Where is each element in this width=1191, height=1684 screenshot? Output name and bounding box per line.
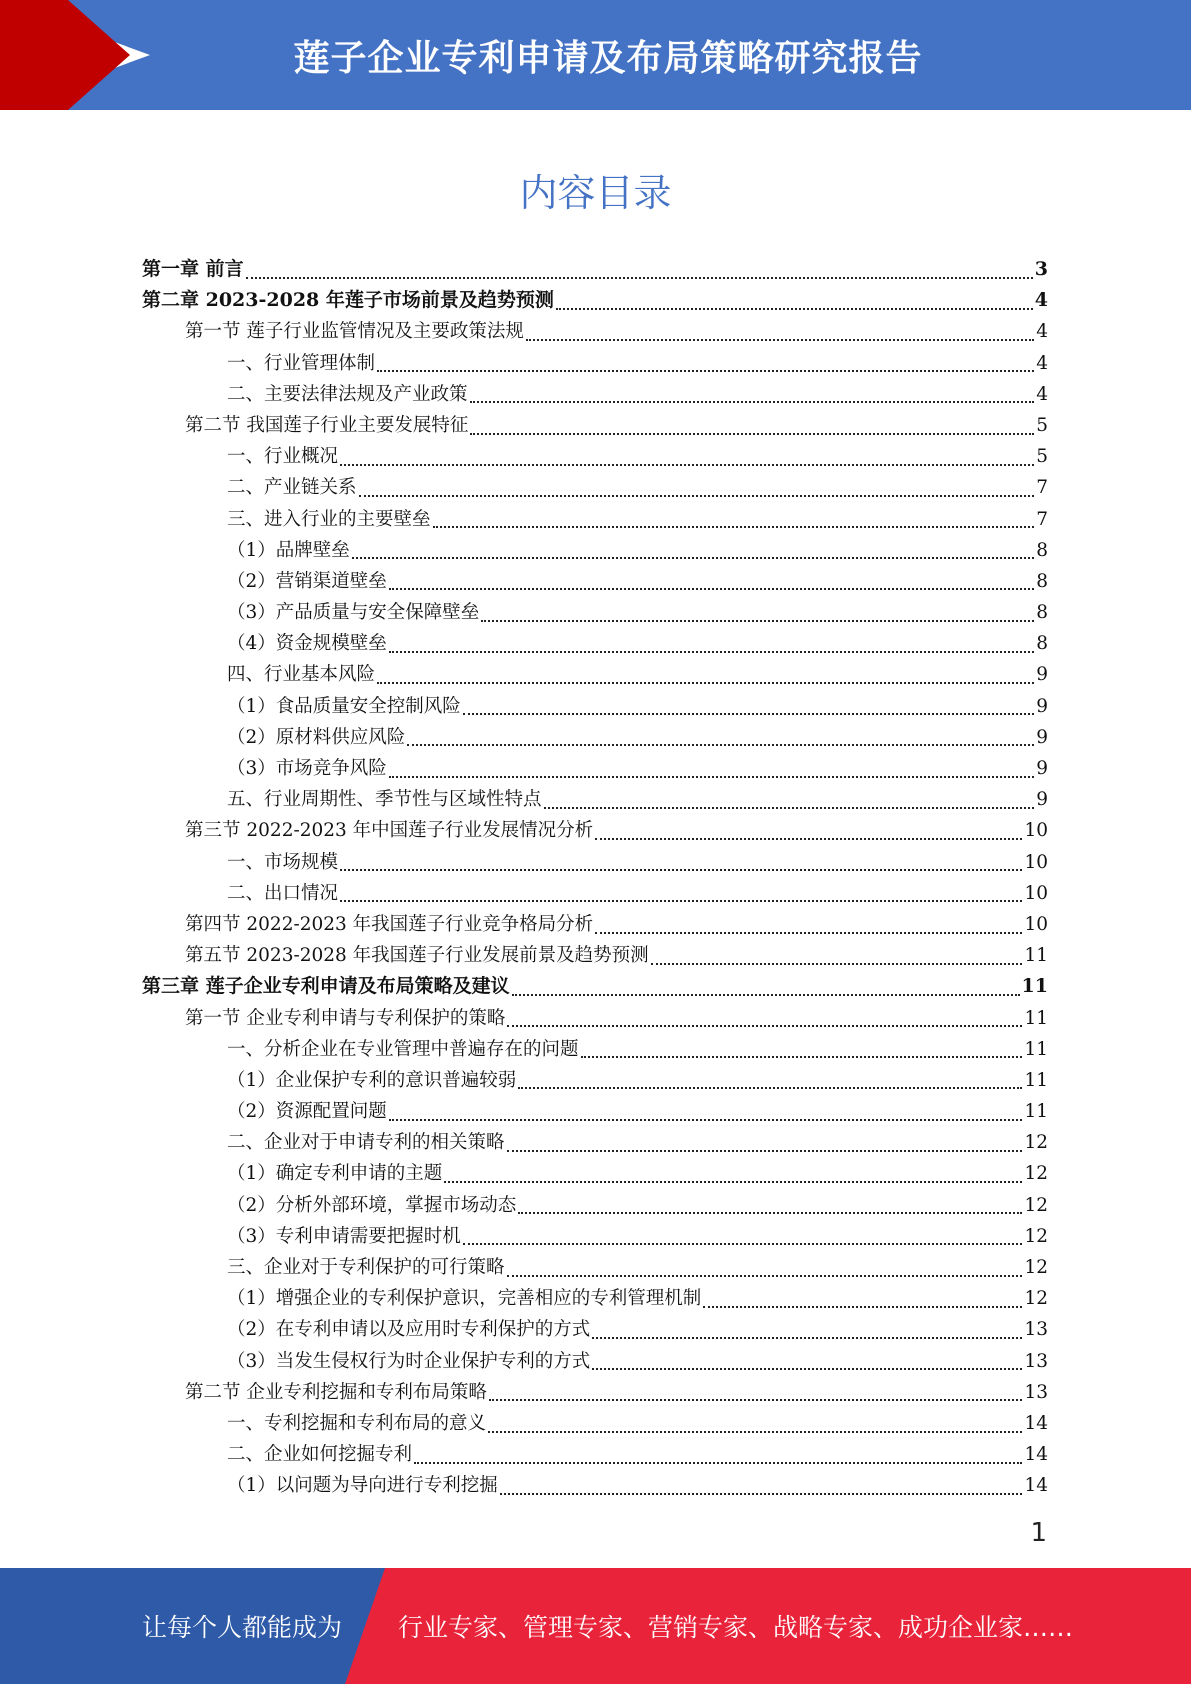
toc-leader-dots bbox=[581, 1056, 1023, 1058]
toc-entry-title: （3）当发生侵权行为时企业保护专利的方式 bbox=[227, 1350, 591, 1372]
toc-entry-page: 11 bbox=[1021, 975, 1048, 998]
toc-entry-title: （1）食品质量安全控制风险 bbox=[227, 695, 461, 717]
toc-entry-title: 第一节 莲子行业监管情况及主要政策法规 bbox=[185, 321, 524, 343]
toc-entry-page: 4 bbox=[1036, 321, 1048, 343]
footer-slogan-right: 行业专家、管理专家、营销专家、战略专家、成功企业家…… bbox=[398, 1613, 1074, 1642]
toc-entry[interactable] bbox=[142, 597, 1048, 628]
toc-entry-page: 12 bbox=[1024, 1257, 1048, 1278]
toc-entry[interactable] bbox=[142, 815, 1048, 846]
toc-entry[interactable] bbox=[142, 1127, 1048, 1158]
toc-entry[interactable] bbox=[142, 1221, 1048, 1252]
toc-entry-title: 二、企业对于申请专利的相关策略 bbox=[227, 1132, 505, 1154]
toc-entry-title: （2）在专利申请以及应用时专利保护的方式 bbox=[227, 1319, 591, 1341]
toc-entry-title: 一、行业管理体制 bbox=[227, 352, 376, 374]
toc-leader-dots bbox=[389, 651, 1034, 653]
toc-entry-page: 14 bbox=[1024, 1475, 1048, 1497]
toc-leader-dots bbox=[592, 1337, 1022, 1339]
toc-entry-page: 14 bbox=[1024, 1412, 1048, 1434]
toc-leader-dots bbox=[433, 526, 1035, 528]
toc-entry[interactable] bbox=[142, 878, 1048, 909]
toc-entry-page: 10 bbox=[1024, 882, 1048, 904]
toc-entry-title: 二、出口情况 bbox=[227, 882, 339, 904]
toc-entry-title: （2）原材料供应风险 bbox=[227, 726, 406, 748]
toc-entry-title: （3）产品质量与安全保障壁垒 bbox=[227, 602, 480, 624]
toc-entry-title: （1）以问题为导向进行专利挖掘 bbox=[227, 1475, 498, 1497]
toc-entry-page: 9 bbox=[1036, 726, 1048, 748]
toc-leader-dots bbox=[377, 370, 1034, 372]
toc-entry[interactable] bbox=[142, 254, 1048, 285]
toc-entry[interactable] bbox=[142, 1439, 1048, 1470]
toc-entry-title: 三、进入行业的主要壁垒 bbox=[227, 508, 431, 530]
toc-entry[interactable] bbox=[142, 285, 1048, 316]
toc-leader-dots bbox=[526, 339, 1034, 341]
toc-entry-title: 第二节 我国莲子行业主要发展特征 bbox=[185, 414, 469, 436]
toc-entry-title: 第五节 2023-2028 年我国莲子行业发展前景及趋势预测 bbox=[185, 945, 649, 967]
toc-entry-title: （2）资源配置问题 bbox=[227, 1101, 387, 1123]
toc-entry[interactable] bbox=[142, 1377, 1048, 1408]
toc-leader-dots bbox=[703, 1306, 1022, 1308]
toc-leader-dots bbox=[470, 433, 1034, 435]
toc-entry-title: 第四节 2022-2023 年我国莲子行业竞争格局分析 bbox=[185, 913, 594, 935]
toc-leader-dots bbox=[359, 495, 1035, 497]
toc-entry-page: 11 bbox=[1024, 1069, 1048, 1091]
toc-entry-page: 9 bbox=[1036, 695, 1048, 717]
toc-leader-dots bbox=[507, 1150, 1023, 1152]
toc-leader-dots bbox=[544, 807, 1035, 809]
toc-entry-page: 14 bbox=[1024, 1444, 1048, 1466]
toc-leader-dots bbox=[407, 744, 1034, 746]
toc-entry-title: 第二节 企业专利挖掘和专利布局策略 bbox=[185, 1381, 487, 1403]
toc-leader-dots bbox=[414, 1462, 1022, 1464]
toc-leader-dots bbox=[500, 1493, 1023, 1495]
toc-entry-title: 二、产业链关系 bbox=[227, 477, 357, 499]
toc-entry-title: （3）专利申请需要把握时机 bbox=[227, 1225, 461, 1247]
toc-entry-title: 第一节 企业专利申请与专利保护的策略 bbox=[185, 1007, 506, 1029]
toc-entry-page: 11 bbox=[1024, 1101, 1048, 1123]
toc-entry-page: 11 bbox=[1024, 1038, 1048, 1060]
toc-leader-dots bbox=[463, 713, 1034, 715]
toc-entry-page: 12 bbox=[1024, 1163, 1048, 1185]
toc-entry-page: 13 bbox=[1024, 1319, 1048, 1341]
toc-entry-title: （3）市场竞争风险 bbox=[227, 758, 387, 779]
toc-entry-title: 一、行业概况 bbox=[227, 446, 339, 468]
toc-leader-dots bbox=[389, 588, 1034, 590]
toc-entry-page: 8 bbox=[1036, 633, 1048, 655]
toc-entry-title: 五、行业周期性、季节性与区域性特点 bbox=[227, 789, 542, 811]
toc-entry-title: （4）资金规模壁垒 bbox=[227, 633, 387, 655]
toc-leader-dots bbox=[463, 1243, 1023, 1245]
toc-entry-page: 8 bbox=[1036, 539, 1048, 561]
toc-entry[interactable] bbox=[142, 1190, 1048, 1221]
toc-entry-page: 12 bbox=[1024, 1132, 1048, 1154]
toc-entry-page: 5 bbox=[1036, 446, 1048, 468]
toc-entry[interactable] bbox=[142, 1252, 1048, 1283]
toc-entry-title: 三、企业对于专利保护的可行策略 bbox=[227, 1257, 505, 1278]
toc-entry[interactable] bbox=[142, 659, 1048, 690]
toc-entry[interactable] bbox=[142, 1408, 1048, 1439]
toc-entry-page: 3 bbox=[1034, 258, 1048, 280]
toc-leader-dots bbox=[518, 1087, 1022, 1089]
toc-leader-dots bbox=[352, 557, 1034, 559]
toc-entry-title: 第二章 2023-2028 年莲子市场前景及趋势预测 bbox=[142, 289, 554, 312]
toc-entry[interactable] bbox=[142, 847, 1048, 878]
report-title: 莲子企业专利申请及布局策略研究报告 bbox=[293, 37, 923, 79]
toc-entry-page: 4 bbox=[1036, 352, 1048, 374]
toc-leader-dots bbox=[518, 1212, 1022, 1214]
toc-entry[interactable] bbox=[142, 909, 1048, 940]
toc-entry[interactable] bbox=[142, 379, 1048, 410]
toc-leader-dots bbox=[444, 1181, 1022, 1183]
toc-entry-page: 12 bbox=[1024, 1225, 1048, 1247]
toc-leader-dots bbox=[377, 682, 1034, 684]
toc-leader-dots bbox=[470, 401, 1035, 403]
toc-entry[interactable] bbox=[142, 628, 1048, 659]
toc-entry-title: 二、主要法律法规及产业政策 bbox=[227, 383, 468, 405]
toc-entry-page: 10 bbox=[1024, 913, 1048, 935]
toc-entry[interactable] bbox=[142, 1283, 1048, 1314]
toc-entry[interactable] bbox=[142, 691, 1048, 722]
toc-leader-dots bbox=[481, 620, 1034, 622]
toc-leader-dots bbox=[489, 1399, 1023, 1401]
toc-leader-dots bbox=[340, 869, 1022, 871]
toc-entry[interactable] bbox=[142, 504, 1048, 535]
toc-entry[interactable] bbox=[142, 1065, 1048, 1096]
toc-leader-dots bbox=[512, 994, 1020, 996]
toc-entry[interactable] bbox=[142, 753, 1048, 784]
toc-entry-title: （1）确定专利申请的主题 bbox=[227, 1163, 443, 1185]
toc-entry[interactable] bbox=[142, 1003, 1048, 1034]
toc-leader-dots bbox=[592, 1368, 1022, 1370]
toc-entry[interactable] bbox=[142, 1314, 1048, 1345]
toc-entry-title: 第三章 莲子企业专利申请及布局策略及建议 bbox=[142, 975, 510, 998]
toc-entry[interactable] bbox=[142, 971, 1048, 1002]
toc-leader-dots bbox=[507, 1025, 1022, 1027]
toc-entry-page: 9 bbox=[1036, 789, 1048, 811]
toc-entry-page: 11 bbox=[1024, 945, 1048, 967]
toc-heading: 内容目录 bbox=[519, 171, 672, 215]
toc-leader-dots bbox=[595, 838, 1022, 840]
toc-entry-title: 一、市场规模 bbox=[227, 851, 339, 873]
toc-entry[interactable] bbox=[142, 722, 1048, 753]
toc-entry[interactable] bbox=[142, 566, 1048, 597]
toc-leader-dots bbox=[246, 277, 1033, 279]
toc-entry-title: 一、专利挖掘和专利布局的意义 bbox=[227, 1412, 487, 1434]
toc-leader-dots bbox=[595, 932, 1022, 934]
toc-entry[interactable] bbox=[142, 348, 1048, 379]
toc-leader-dots bbox=[556, 308, 1033, 310]
toc-leader-dots bbox=[389, 776, 1034, 778]
toc-entry-page: 5 bbox=[1036, 414, 1048, 436]
toc-entry-title: 二、企业如何挖掘专利 bbox=[227, 1444, 413, 1466]
footer-banner bbox=[0, 1568, 1191, 1684]
toc-entry-title: （2）营销渠道壁垒 bbox=[227, 570, 387, 592]
toc-leader-dots bbox=[389, 1119, 1023, 1121]
toc-entry-page: 11 bbox=[1024, 1007, 1048, 1029]
toc-entry[interactable] bbox=[142, 410, 1048, 441]
toc-entry[interactable] bbox=[142, 1158, 1048, 1189]
toc-entry-page: 7 bbox=[1036, 477, 1048, 499]
toc-entry[interactable] bbox=[142, 441, 1048, 472]
toc-entry-page: 8 bbox=[1036, 570, 1048, 592]
toc-entry-page: 9 bbox=[1036, 664, 1048, 686]
toc-entry-page: 9 bbox=[1036, 758, 1048, 779]
toc-entry-page: 12 bbox=[1024, 1194, 1048, 1216]
toc-entry-page: 13 bbox=[1024, 1350, 1048, 1372]
header-banner bbox=[0, 0, 1191, 110]
toc-entry-title: （1）企业保护专利的意识普遍较弱 bbox=[227, 1069, 517, 1091]
toc-leader-dots bbox=[507, 1275, 1023, 1277]
footer-slogan-left: 让每个人都能成为 bbox=[142, 1613, 343, 1642]
toc-entry[interactable] bbox=[142, 535, 1048, 566]
toc-entry[interactable] bbox=[142, 784, 1048, 815]
toc-entry[interactable] bbox=[142, 316, 1048, 347]
toc-entry[interactable] bbox=[142, 1096, 1048, 1127]
toc-entry-page: 10 bbox=[1024, 820, 1048, 842]
toc-entry-page: 8 bbox=[1036, 602, 1048, 624]
toc-leader-dots bbox=[340, 900, 1022, 902]
toc-entry[interactable] bbox=[142, 940, 1048, 971]
toc-leader-dots bbox=[651, 963, 1023, 965]
toc-entry-title: 四、行业基本风险 bbox=[227, 664, 376, 686]
toc-entry-title: （1）品牌壁垒 bbox=[227, 539, 350, 561]
toc-entry[interactable] bbox=[142, 472, 1048, 503]
table-of-contents bbox=[142, 254, 1048, 1502]
toc-leader-dots bbox=[340, 464, 1034, 466]
toc-entry-page: 4 bbox=[1034, 289, 1048, 312]
toc-entry-page: 4 bbox=[1036, 383, 1048, 405]
toc-entry-title: 第三节 2022-2023 年中国莲子行业发展情况分析 bbox=[185, 820, 594, 842]
toc-entry-page: 7 bbox=[1036, 508, 1048, 530]
toc-entry-title: 一、分析企业在专业管理中普遍存在的问题 bbox=[227, 1038, 579, 1060]
toc-entry-page: 10 bbox=[1024, 851, 1048, 873]
page-number: 1 bbox=[1030, 1518, 1047, 1548]
toc-entry[interactable] bbox=[142, 1346, 1048, 1377]
toc-entry-title: 第一章 前言 bbox=[142, 258, 244, 280]
toc-entry-page: 12 bbox=[1024, 1288, 1048, 1310]
toc-entry[interactable] bbox=[142, 1470, 1048, 1501]
toc-entry-page: 13 bbox=[1024, 1381, 1048, 1403]
toc-entry-title: （1）增强企业的专利保护意识，完善相应的专利管理机制 bbox=[227, 1288, 702, 1310]
toc-entry-title: （2）分析外部环境，掌握市场动态 bbox=[227, 1194, 517, 1216]
toc-entry[interactable] bbox=[142, 1034, 1048, 1065]
toc-leader-dots bbox=[488, 1431, 1022, 1433]
